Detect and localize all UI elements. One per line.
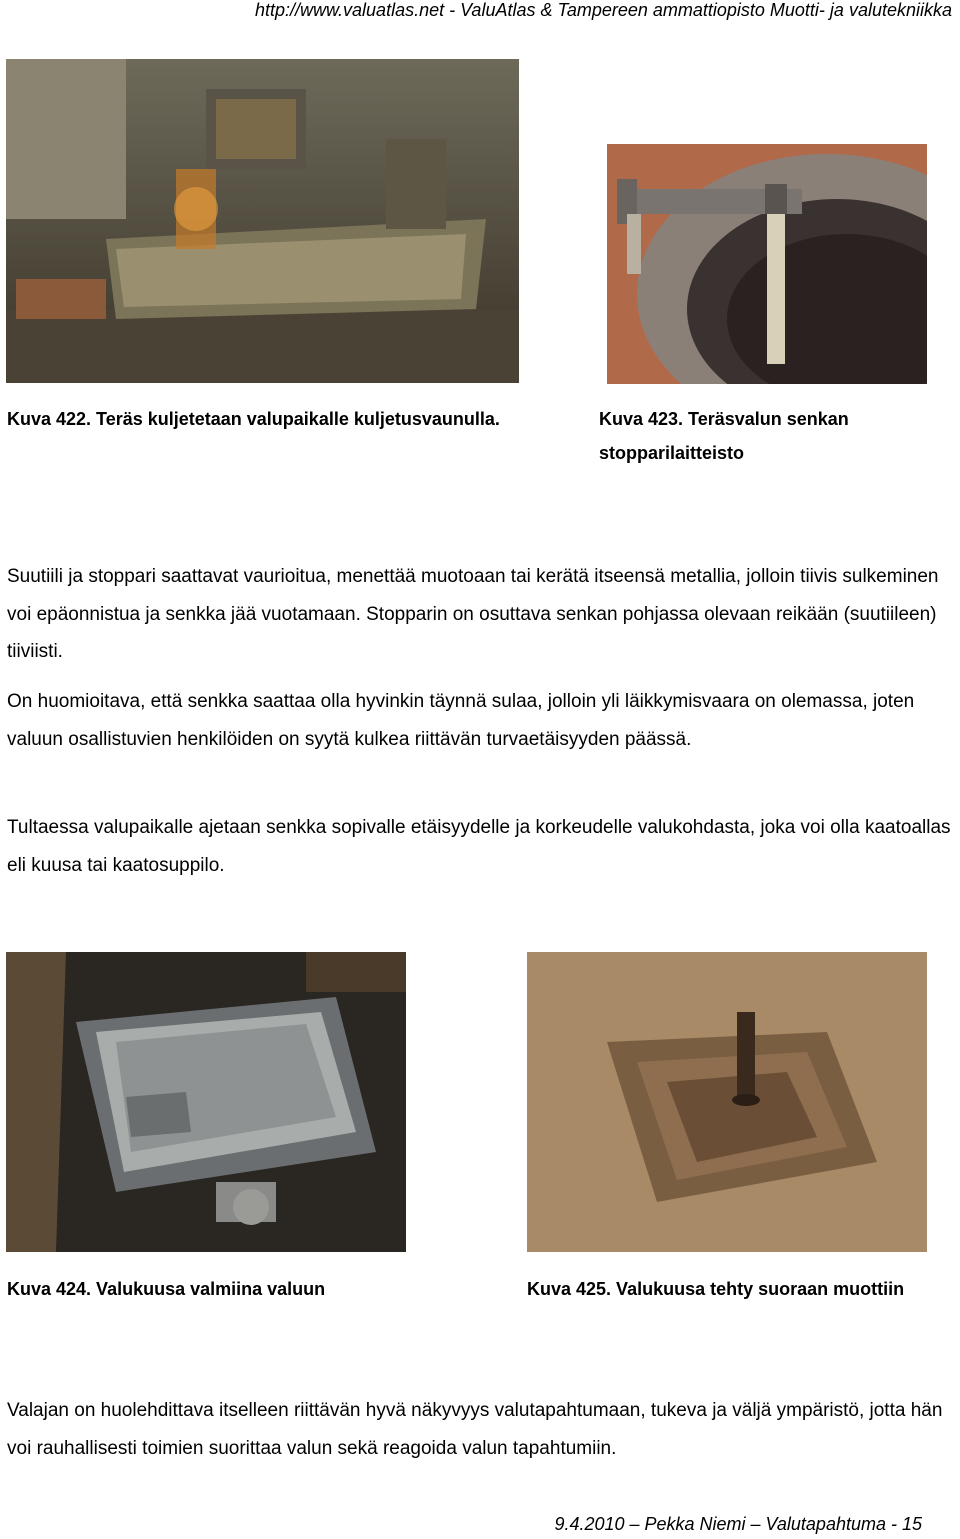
photo-pouring-basin-in-mold <box>527 952 927 1252</box>
photo-transport-wagon <box>6 59 519 383</box>
paragraph-safety: On huomioitava, että senkka saattaa olla hyvinkin täynnä sulaa, jolloin yli läikkymisvaara on olemassa, joten valuun osallistuvien henkilöiden on syytä kulkea riittävän turvaetäisyyden päässä. <box>7 691 915 750</box>
page-footer: 9.4.2010 – Pekka Niemi – Valutapahtuma - 15 <box>554 1514 922 1534</box>
caption-kuva-422: Kuva 422. Teräs kuljetetaan valupaikalle kuljetusvaunulla. <box>7 409 500 429</box>
paragraph-visibility: Valajan on huolehdittava itselleen riittävän hyvä näkyvyys valutapahtumaan, tukeva ja väljä ympäristö, jotta hän voi rauhallisesti toimien suorittaa valun sekä reagoida valun tapahtumiin. <box>7 1400 943 1459</box>
caption-kuva-423-line1: Kuva 423. Teräsvalun senkan <box>599 409 849 429</box>
caption-kuva-425: Kuva 425. Valukuusa tehty suoraan muottiin <box>527 1279 905 1299</box>
caption-kuva-423 <box>599 402 849 470</box>
paragraph-stopper: Suutiili ja stoppari saattavat vaurioitua, menettää muotoaan tai kerätä itseensä metallia, jolloin tiivis sulkeminen voi epäonnistua ja senkka jää vuotamaan. Stopparin on osuttava senkan pohjassa olevaan reikään (suutiileen) tiiviisti. <box>7 566 939 662</box>
caption-kuva-423-line2: stopparilaitteisto <box>599 443 745 463</box>
paragraph-pouring-position: Tultaessa valupaikalle ajetaan senkka sopivalle etäisyydelle ja korkeudelle valukohdasta, joka voi olla kaatoallas eli kuusa tai kaatosuppilo. <box>7 817 951 876</box>
photo-ladle-stopper <box>607 144 927 384</box>
caption-kuva-424: Kuva 424. Valukuusa valmiina valuun <box>7 1279 326 1299</box>
photo-pouring-basin-ready <box>6 952 406 1252</box>
page-header: http://www.valuatlas.net - ValuAtlas & Tampereen ammattiopisto Muotti- ja valutekniikka <box>255 0 952 20</box>
